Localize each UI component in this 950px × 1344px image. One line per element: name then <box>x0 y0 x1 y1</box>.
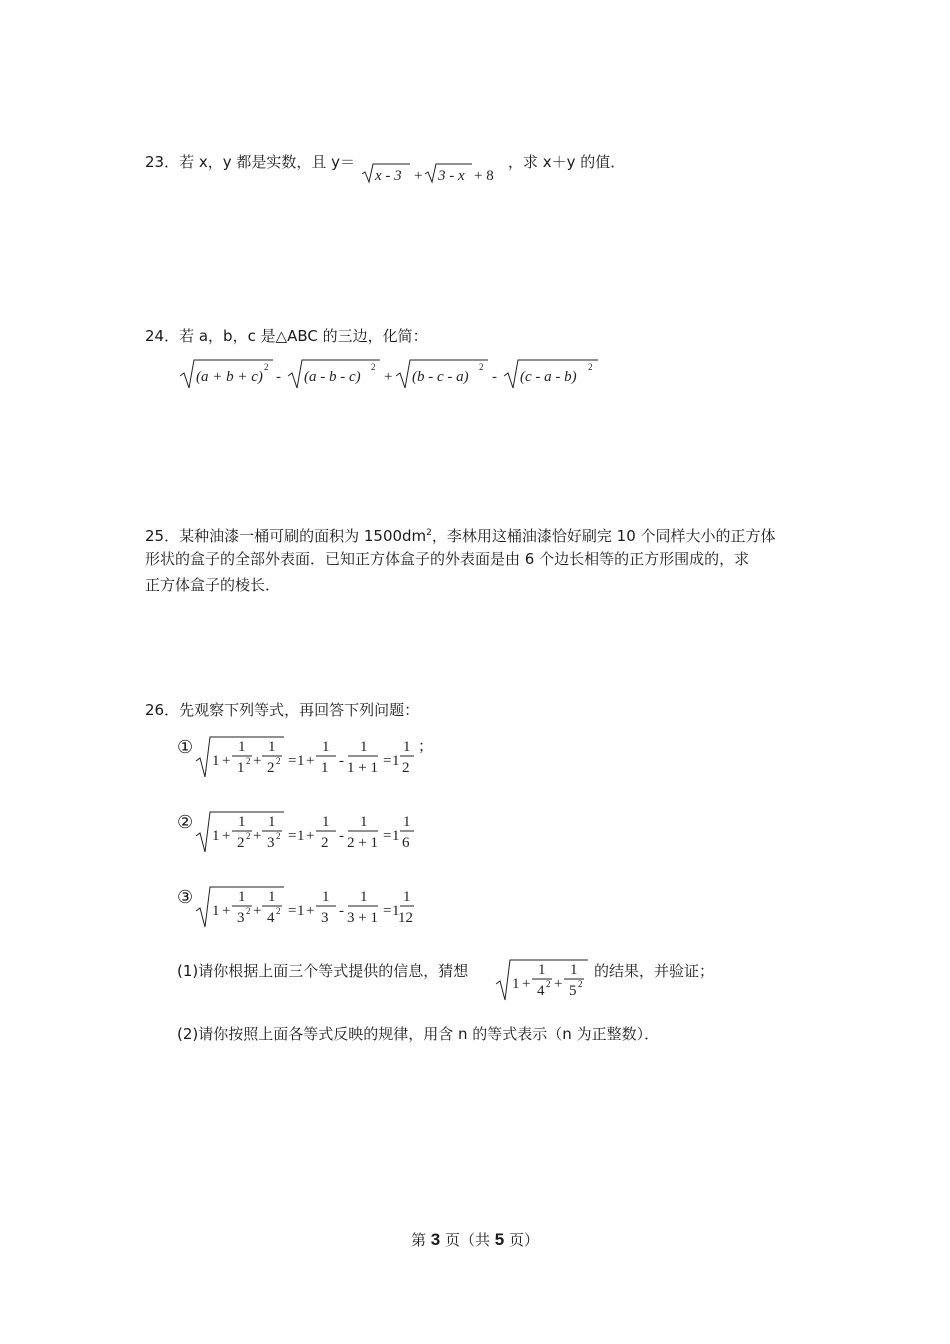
q26-guess-formula <box>496 958 592 1008</box>
frac-kk-num: 1 <box>360 889 368 905</box>
frac-kk-den: 3 + 1 <box>347 910 378 926</box>
result-whole: 1 <box>392 828 400 844</box>
frac-a-num: 1 <box>238 739 246 755</box>
q25-line1-sup: 2 <box>426 528 432 538</box>
frac-kk-den: 2 + 1 <box>347 835 378 851</box>
frac-kk-num: 1 <box>360 814 368 830</box>
equals-sign: = <box>288 828 297 844</box>
footer-post: 页） <box>509 1231 540 1249</box>
frac-b-den: 2 <box>267 760 275 776</box>
q23-plus: + <box>414 168 423 184</box>
frac-b-num: 1 <box>268 739 276 755</box>
q25-line1-b: ，李林用这桶油漆恰好刷完 10 个同样大小的正方体 <box>431 527 776 545</box>
guess-frac-a-num: 1 <box>538 962 546 978</box>
plus-sign: + <box>222 903 231 919</box>
q24-term2: (a - b - c) <box>304 369 361 385</box>
minus-sign: - <box>339 903 344 919</box>
footer-pre: 第 <box>410 1231 426 1249</box>
result-den: 12 <box>398 910 413 926</box>
frac-a-den: 1 <box>237 760 245 776</box>
equals-sign: = <box>383 753 392 769</box>
plus-sign: + <box>306 828 315 844</box>
q26-equation-1 <box>196 735 456 781</box>
q23-text-prefix: 23．若 x，y 都是实数，且 y＝ <box>145 153 356 171</box>
footer-total-pages: 5 <box>494 1230 505 1249</box>
result-den: 2 <box>402 760 410 776</box>
frac-k-den: 3 <box>321 910 329 926</box>
term-one: 1 <box>297 753 305 769</box>
equals-sign: = <box>383 903 392 919</box>
q25-line2: 形状的盒子的全部外表面．已知正方体盒子的外表面是由 6 个边长相等的正方形围成的，求 <box>145 550 750 568</box>
plus-sign: + <box>253 903 262 919</box>
term-one: 1 <box>212 903 220 919</box>
frac-a-den: 3 <box>237 910 245 926</box>
page-footer <box>0 1229 950 1250</box>
plus-sign: + <box>522 976 531 992</box>
minus-sign: - <box>339 753 344 769</box>
frac-b-num: 1 <box>268 889 276 905</box>
minus-sign: - <box>339 828 344 844</box>
q26-part1-a: (1)请你根据上面三个等式提供的信息，猜想 <box>177 962 469 980</box>
plus-sign: + <box>554 976 563 992</box>
plus-sign: + <box>306 753 315 769</box>
frac-a-num: 1 <box>238 889 246 905</box>
result-num: 1 <box>403 889 411 905</box>
equals-sign: = <box>288 903 297 919</box>
row-end-punct: ； <box>418 739 434 755</box>
q24-text: 24．若 a，b，c 是△ABC 的三边，化简： <box>145 327 428 345</box>
q25-line3: 正方体盒子的棱长． <box>145 576 281 594</box>
q26-eq-marker: ② <box>177 812 194 833</box>
frac-a-num: 1 <box>238 814 246 830</box>
q26-part2: (2)请你按照上面各等式反映的规律，用含 n 的等式表示（n 为正整数）． <box>177 1025 660 1043</box>
plus-sign: + <box>253 753 262 769</box>
plus-sign: + <box>253 828 262 844</box>
q24-exp4: 2 <box>588 362 593 372</box>
term-one: 1 <box>512 976 520 992</box>
result-den: 6 <box>402 835 410 851</box>
frac-b-den: 3 <box>267 835 275 851</box>
frac-k-den: 2 <box>321 835 329 851</box>
plus-sign: + <box>306 903 315 919</box>
frac-b-den: 4 <box>267 910 275 926</box>
equals-sign: = <box>288 753 297 769</box>
q23-term2: 3 - x <box>438 168 465 184</box>
frac-kk-den: 1 + 1 <box>347 760 378 776</box>
term-one: 1 <box>297 828 305 844</box>
guess-frac-a-den: 4 <box>537 983 545 999</box>
q24-op1: - <box>276 369 281 385</box>
frac-k-den: 1 <box>321 760 329 776</box>
plus-sign: + <box>222 753 231 769</box>
q24-op2: + <box>384 369 393 385</box>
q26-equation-3 <box>196 885 456 931</box>
term-one: 1 <box>297 903 305 919</box>
plus-sign: + <box>222 828 231 844</box>
q24-formula <box>178 356 608 392</box>
frac-kk-num: 1 <box>360 739 368 755</box>
guess-frac-b-exp: 2 <box>578 979 583 989</box>
frac-b-exp: 2 <box>276 906 281 916</box>
q26-equation-2 <box>196 810 456 856</box>
guess-frac-b-num: 1 <box>570 962 578 978</box>
q26-intro: 26．先观察下列等式，再回答下列问题： <box>145 701 420 719</box>
q26-part1-b: 的结果，并验证； <box>594 962 715 980</box>
q26-eq-marker: ③ <box>177 887 194 908</box>
guess-frac-a-exp: 2 <box>546 979 551 989</box>
q23-formula <box>360 160 508 188</box>
q24-term3: (b - c - a) <box>412 369 469 385</box>
q24-term4: (c - a - b) <box>520 369 577 385</box>
result-num: 1 <box>403 739 411 755</box>
term-one: 1 <box>212 753 220 769</box>
frac-k-num: 1 <box>322 889 330 905</box>
frac-a-exp: 2 <box>246 756 251 766</box>
frac-a-exp: 2 <box>246 906 251 916</box>
q24-op3: - <box>492 369 497 385</box>
frac-a-exp: 2 <box>246 831 251 841</box>
frac-b-exp: 2 <box>276 756 281 766</box>
q25-line1-a: 25．某种油漆一桶可刷的面积为 1500dm <box>145 527 427 545</box>
frac-a-den: 2 <box>237 835 245 851</box>
q24-exp3: 2 <box>479 362 484 372</box>
result-num: 1 <box>403 814 411 830</box>
term-one: 1 <box>212 828 220 844</box>
q25-line1 <box>145 523 776 546</box>
equals-sign: = <box>383 828 392 844</box>
q24-exp2: 2 <box>371 362 376 372</box>
q24-term1: (a + b + c) <box>196 369 263 385</box>
footer-mid: 页（共 <box>444 1231 490 1249</box>
result-whole: 1 <box>392 753 400 769</box>
frac-k-num: 1 <box>322 814 330 830</box>
q23-text-suffix: ，求 x＋y 的值． <box>508 153 626 171</box>
q26-eq-marker: ① <box>177 737 194 758</box>
q24-exp1: 2 <box>264 362 269 372</box>
q23-term1: x - 3 <box>375 168 402 184</box>
q23-tail: + 8 <box>474 168 494 184</box>
guess-frac-b-den: 5 <box>569 983 577 999</box>
footer-page-number: 3 <box>430 1230 441 1249</box>
frac-b-num: 1 <box>268 814 276 830</box>
result-whole: 1 <box>392 903 400 919</box>
frac-b-exp: 2 <box>276 831 281 841</box>
frac-k-num: 1 <box>322 739 330 755</box>
